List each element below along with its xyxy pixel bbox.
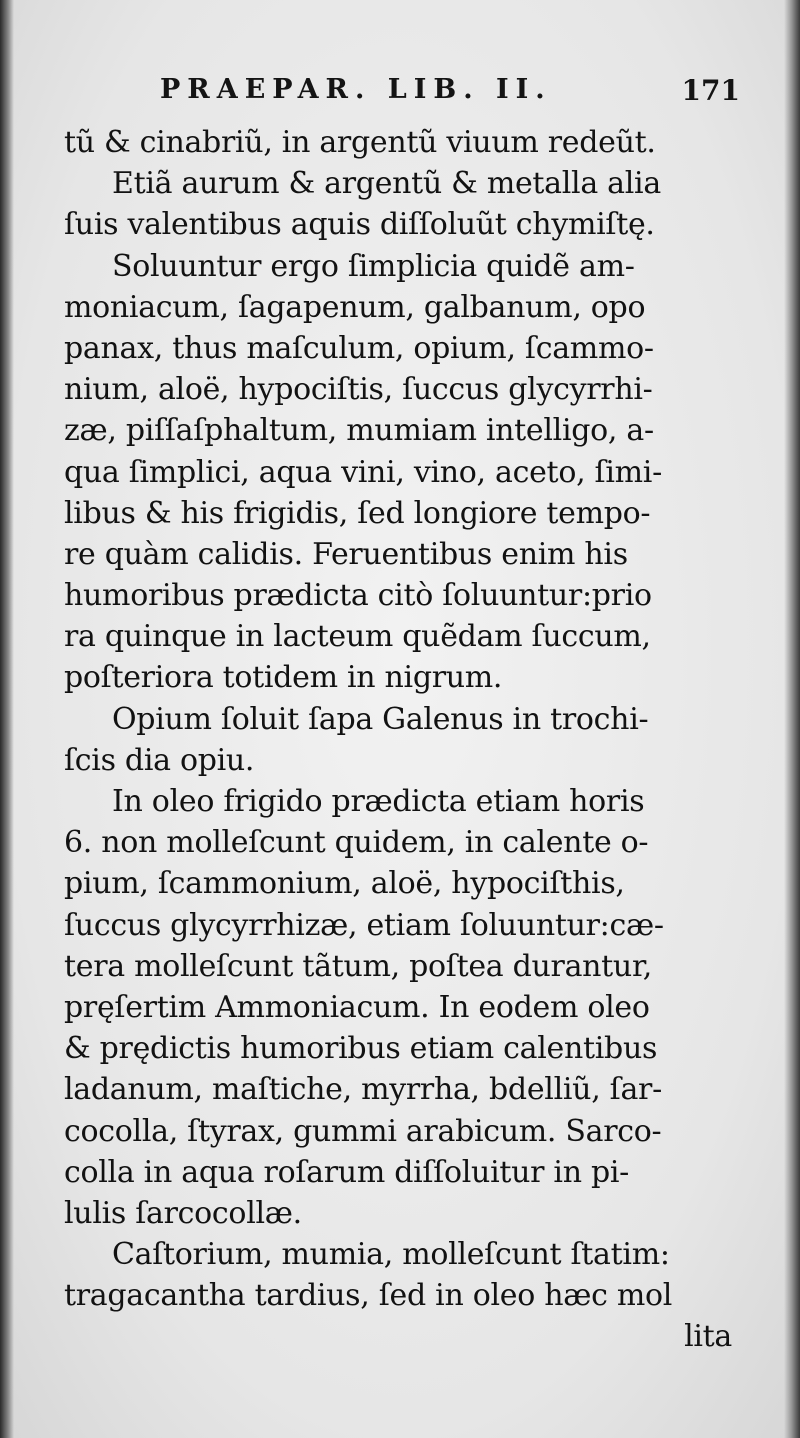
- text-line: panax, thus maſculum, opium, ſcammo-: [64, 330, 654, 366]
- text-line: humoribus prædicta citò ſoluuntur:prio: [64, 578, 652, 614]
- text-line: zæ, piſſaſphaltum, mumiam intelligo, a-: [64, 413, 654, 449]
- text-line: Soluuntur ergo ſimplicia quidẽ am-: [112, 248, 635, 284]
- text-line: ſuis valentibus aquis diſſoluũt chymiſtę.: [64, 207, 655, 243]
- text-line: colla in aqua roſarum diſſoluitur in pi-: [64, 1154, 630, 1190]
- page-edge-shadow-right: [784, 0, 800, 1438]
- text-line: ra quinque in lacteum quẽdam ſuccum,: [64, 619, 651, 655]
- text-line: re quàm calidis. Feruentibus enim his: [64, 536, 628, 572]
- text-line: Caſtorium, mumia, molleſcunt ſtatim:: [112, 1237, 670, 1273]
- body-text: [64, 122, 744, 1358]
- running-head: PRAEPAR. LIB. II.: [160, 74, 552, 105]
- text-line: ſcis dia opiu.: [64, 742, 255, 778]
- text-line: ladanum, maſtiche, myrrha, bdelliũ, ſar-: [64, 1072, 662, 1108]
- text-line: qua ſimplici, aqua vini, vino, aceto, ſimi-: [64, 454, 662, 490]
- page-edge-shadow-left: [0, 0, 14, 1438]
- catchword: lita: [684, 1319, 732, 1355]
- text-line: tera molleſcunt tãtum, poſtea durantur,: [64, 948, 652, 984]
- text-line: nium, aloë, hypociſtis, ſuccus glycyrrhi-: [64, 372, 653, 408]
- text-line: pium, ſcammonium, aloë, hypociſthis,: [64, 866, 625, 902]
- text-line: cocolla, ſtyrax, gummi arabicum. Sarco-: [64, 1113, 662, 1149]
- text-line: ſuccus glycyrrhizæ, etiam ſoluuntur:cæ-: [64, 907, 664, 943]
- text-line: In oleo frigido prædicta etiam horis: [112, 784, 645, 819]
- page-number: 171: [681, 74, 740, 107]
- page-header: [150, 74, 740, 114]
- text-line: Etiã aurum & argentũ & metalla alia: [112, 166, 661, 202]
- text-line: poſteriora totidem in nigrum.: [64, 660, 503, 696]
- text-line: tũ & cinabriũ, in argentũ viuum redeũt.: [64, 125, 656, 160]
- text-line: libus & his frigidis, ſed longiore tempo-: [64, 495, 651, 531]
- text-line: pręſertim Ammoniacum. In eodem oleo: [64, 989, 650, 1025]
- text-line: lulis ſarcocollæ.: [64, 1195, 302, 1231]
- text-line: Opium ſoluit ſapa Galenus in trochi-: [112, 701, 649, 737]
- text-line: moniacum, ſagapenum, galbanum, opo: [64, 289, 646, 325]
- text-line: 6. non molleſcunt quidem, in calente o-: [64, 825, 649, 861]
- text-line: & prędictis humoribus etiam calentibus: [64, 1031, 658, 1067]
- text-line: tragacantha tardius, ſed in oleo hæc mol: [64, 1278, 673, 1314]
